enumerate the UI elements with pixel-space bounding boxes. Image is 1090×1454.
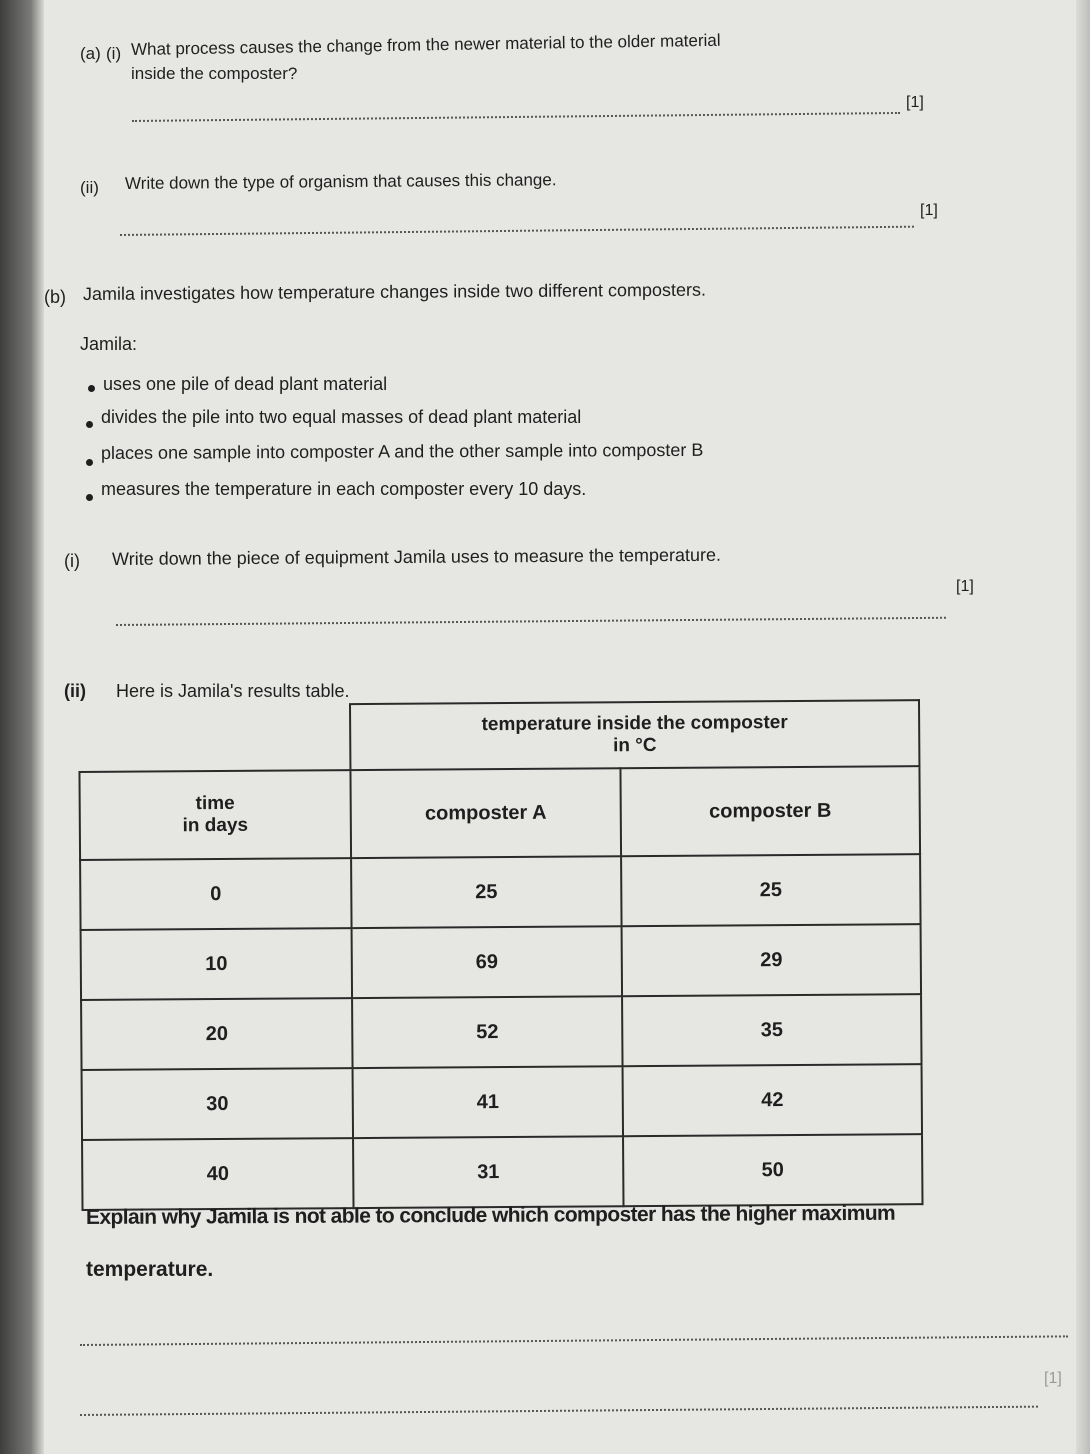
cell-composter-a: 52 — [352, 996, 622, 1068]
cell-composter-b: 42 — [623, 1064, 922, 1136]
cell-composter-b: 29 — [622, 924, 921, 996]
mark-b-ii: [1] — [1044, 1370, 1062, 1387]
answer-line-b-i[interactable] — [116, 617, 946, 626]
cell-time: 20 — [81, 998, 352, 1070]
page-shadow-left — [0, 0, 44, 1454]
bullet-text-2: divides the pile into two equal masses of dead plant material — [101, 407, 582, 427]
mark-a-i: [1] — [906, 94, 924, 111]
cell-time: 40 — [82, 1138, 353, 1210]
cell-composter-b: 50 — [623, 1134, 922, 1206]
question-a-i-line2: inside the composter? — [131, 64, 298, 83]
bullet-dot-1 — [88, 385, 95, 392]
results-table — [78, 699, 924, 1211]
question-b-ii-line1: Explain why Jamila is not able to conclude which composter has the higher maximum — [85, 1201, 896, 1229]
answer-line-a-ii[interactable] — [120, 226, 914, 236]
cell-composter-a: 69 — [352, 926, 622, 998]
cell-composter-a: 41 — [353, 1066, 623, 1138]
part-a-label: (a) — [80, 44, 101, 63]
question-b-ii-number: (ii) — [64, 681, 86, 701]
bullet-dot-2 — [86, 421, 93, 428]
bullet-text-3: places one sample into composter A and the other sample into composter B — [100, 439, 704, 463]
table-row — [81, 994, 921, 1070]
question-b-ii-line2: temperature. — [86, 1258, 214, 1281]
question-a-i-number: (i) — [106, 44, 122, 63]
mark-b-i: [1] — [956, 578, 974, 595]
bullet-text-4: measures the temperature in each composter every 10 days. — [101, 479, 587, 499]
col-header-composter-a: composter A — [350, 768, 621, 858]
bullet-dot-3 — [86, 459, 93, 466]
cell-time: 10 — [81, 928, 352, 1000]
cell-composter-a: 31 — [353, 1136, 623, 1208]
table-row — [82, 1134, 922, 1210]
table-corner-blank — [79, 704, 350, 772]
col-header-composter-b: composter B — [620, 766, 920, 856]
part-b-subject: Jamila: — [80, 334, 138, 354]
cell-time: 0 — [80, 858, 351, 930]
part-b-intro: Jamila investigates how temperature changes inside two different composters. — [82, 279, 707, 304]
table-row — [80, 854, 920, 930]
bullet-dot-4 — [86, 494, 93, 501]
question-a-i-line1: What process causes the change from the newer material to the older material — [130, 30, 721, 59]
cell-composter-b: 25 — [621, 854, 920, 926]
cell-composter-b: 35 — [622, 994, 921, 1066]
col-header-time — [79, 770, 351, 860]
question-b-ii-text: Here is Jamila's results table. — [116, 681, 350, 701]
question-a-ii-text: Write down the type of organism that causes this change. — [124, 170, 557, 193]
table-row — [82, 1064, 922, 1140]
answer-line-b-ii-2[interactable] — [80, 1406, 1038, 1416]
mark-a-ii: [1] — [920, 202, 938, 219]
answer-line-a-i[interactable] — [132, 112, 900, 122]
cell-time: 30 — [82, 1068, 353, 1140]
table-row — [81, 924, 921, 1000]
answer-line-b-ii-1[interactable] — [80, 1335, 1068, 1346]
cell-composter-a: 25 — [351, 856, 621, 928]
page-edge-right — [1076, 0, 1090, 1454]
table-group-header — [350, 700, 919, 770]
question-b-i-text: Write down the piece of equipment Jamila uses to measure the temperature. — [111, 544, 722, 569]
question-a-ii-number: (ii) — [80, 178, 99, 197]
col-header-time-line2: in days — [182, 814, 249, 837]
group-header-line1: temperature inside the composter — [481, 712, 788, 736]
part-b-label: (b) — [44, 287, 66, 307]
bullet-text-1: uses one pile of dead plant material — [103, 374, 388, 394]
group-header-line2: in °C — [612, 734, 657, 757]
question-b-i-number: (i) — [64, 551, 80, 571]
col-header-time-line1: time — [195, 792, 235, 815]
